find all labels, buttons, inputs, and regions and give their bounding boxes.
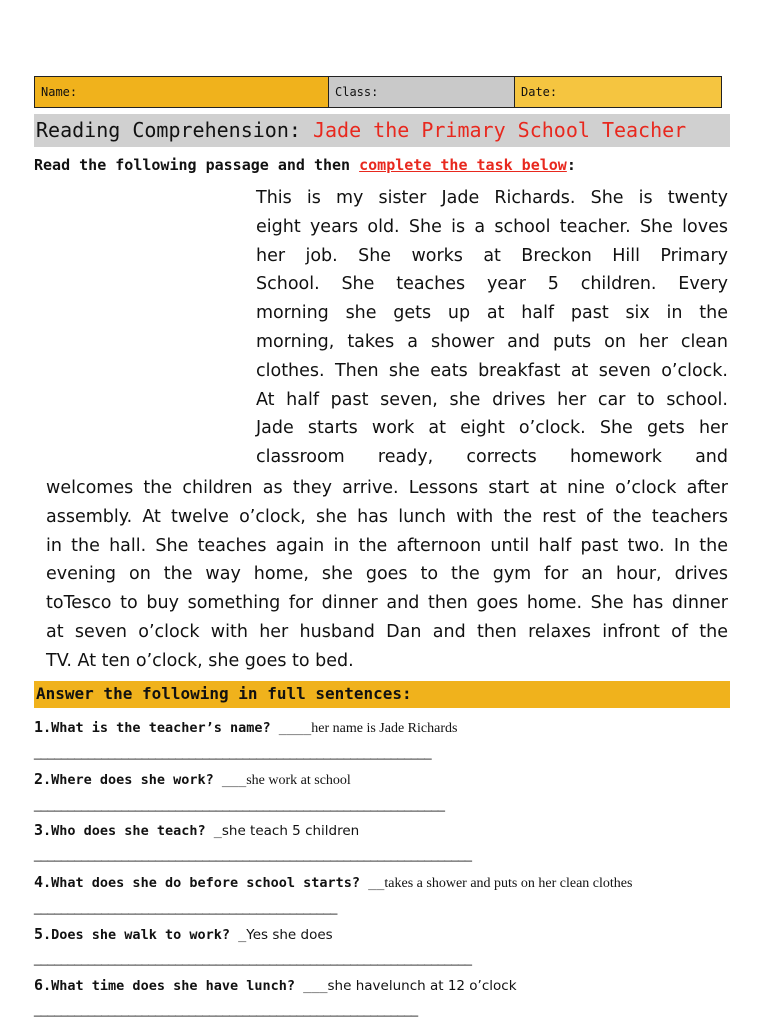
question-2 (34, 770, 734, 812)
answer-line[interactable]: _____________________________________________ (34, 900, 337, 915)
question-text: .Does she walk to work? (43, 927, 230, 943)
question-5 (34, 925, 734, 966)
passage-line: TV. At ten o’clock, she goes to bed. (46, 650, 354, 671)
answer-line[interactable]: _________________________________________________________________ (34, 951, 472, 966)
answer-text[interactable]: she havelunch at 12 o’clock (327, 978, 517, 994)
answer-blank: ___ (295, 978, 328, 994)
question-number: 5 (34, 925, 44, 943)
question-text: .Who does she teach? (43, 823, 206, 839)
passage-line: evening on the way home, she goes to the gym for an hour, drives (46, 564, 728, 585)
answer-text[interactable]: she teach 5 children (221, 823, 360, 839)
passage-line: toTesco to buy something for dinner and then goes home. She has dinner (46, 593, 728, 614)
passage-line: classroom ready, corrects homework and (256, 447, 728, 468)
question-number: 2 (34, 770, 44, 788)
question-1 (34, 718, 734, 760)
answer-blank: __ (360, 875, 385, 891)
passage-line: welcomes the children as they arrive. Lessons start at nine o’clock after (46, 478, 728, 498)
passage-top (256, 184, 728, 472)
title-label: Reading Comprehension: (36, 118, 301, 142)
answer-line[interactable]: _________________________________________________________________ (34, 847, 472, 862)
passage-line: At half past seven, she drives her car to school. (256, 389, 728, 410)
page-title (34, 114, 730, 147)
question-text: .What does she do before school starts? (43, 875, 361, 891)
question-text: .What is the teacher’s name? (43, 720, 271, 736)
answer-blank: _ (205, 823, 222, 839)
passage-line: in the hall. She teaches again in the afternoon until half past two. In the (46, 535, 728, 556)
passage-line: assembly. At twelve o’clock, she has lunch with the rest of the teachers (46, 506, 728, 527)
question-number: 3 (34, 821, 44, 839)
class-field[interactable] (329, 77, 515, 107)
class-label: Class: (335, 85, 379, 99)
answer-text[interactable]: Yes she does (246, 927, 333, 943)
date-label: Date: (521, 85, 558, 99)
passage-line: Jade starts work at eight o’clock. She gets her (256, 418, 728, 439)
passage-line: her job. She works at Breckon Hill Primary (256, 245, 728, 266)
instruction-prefix: Read the following passage and then (34, 156, 351, 174)
name-label: Name: (41, 85, 78, 99)
instruction-task: complete the task below (359, 156, 567, 174)
answer-header: Answer the following in full sentences: (34, 681, 730, 708)
question-number: 6 (34, 976, 44, 994)
answer-line[interactable]: _________________________________________________________ (34, 1002, 418, 1017)
header-table (34, 76, 722, 108)
name-field[interactable] (35, 77, 329, 107)
question-text: .Where does she work? (43, 772, 214, 788)
answer-line[interactable]: ___________________________________________________________ (34, 745, 432, 760)
title-story-name: Jade the Primary School Teacher (312, 118, 687, 142)
passage-line: morning, takes a shower and puts on her clean (256, 331, 728, 352)
question-4 (34, 873, 734, 915)
passage-bottom (46, 474, 728, 676)
answer-line[interactable]: _____________________________________________________________ (34, 797, 445, 812)
passage-line: This is my sister Jade Richards. She is twenty (256, 188, 728, 208)
question-6 (34, 976, 734, 1017)
question-number: 1 (34, 718, 44, 736)
answer-blank: _ (229, 927, 247, 943)
passage-line: eight years old. She is a school teacher. She loves (256, 216, 728, 237)
question-text: .What time does she have lunch? (43, 978, 295, 994)
answer-text[interactable]: takes a shower and puts on her clean clothes (384, 876, 633, 891)
passage-line: morning she gets up at half past six in the (256, 303, 728, 324)
passage-line: at seven o’clock with her husband Dan and then relaxes infront of the (46, 621, 728, 642)
instruction (34, 156, 576, 174)
question-number: 4 (34, 873, 44, 891)
answer-text[interactable]: she work at school (246, 773, 351, 788)
date-field[interactable] (515, 77, 721, 107)
answer-blank: ___ (213, 772, 247, 788)
passage-line: School. She teaches year 5 children. Every (256, 274, 728, 295)
passage-line: clothes. Then she eats breakfast at seven o’clock. (256, 360, 728, 381)
instruction-suffix: : (566, 156, 576, 174)
answer-text[interactable]: her name is Jade Richards (311, 721, 458, 736)
question-3 (34, 821, 734, 862)
answer-blank: ____ (270, 720, 312, 736)
